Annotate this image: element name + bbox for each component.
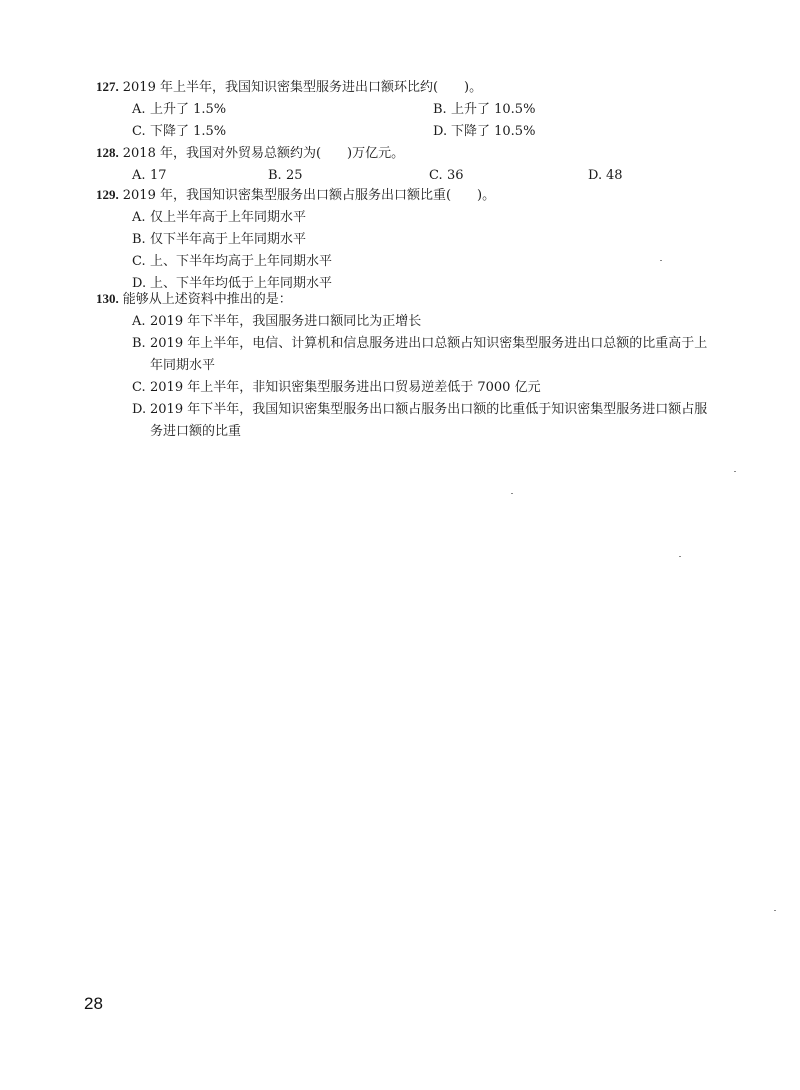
question-stem: 2018 年，我国对外贸易总额约为( )万亿元。 [122,146,405,161]
option-b[interactable] [132,333,720,377]
option-letter: D. [132,402,147,417]
option-letter: C. [132,124,146,139]
option-list [132,311,736,443]
question-stem: 2019 年上半年，我国知识密集型服务进出口额环比约( )。 [122,80,483,95]
option-letter: B. [268,168,282,183]
question-number: 129. [96,187,119,202]
option-b[interactable] [433,99,535,121]
question-number: 128. [96,145,119,160]
option-text: 2019 年下半年，我国知识密集型服务出口额占服务出口额的比重低于知识密集型服务进口额占服务进口额的比重 [150,402,708,439]
option-list [132,207,736,295]
question-stem-line [96,288,736,311]
option-text: 上升了 10.5% [451,102,536,117]
option-text: 上升了 1.5% [150,102,227,117]
question-130 [96,288,736,443]
option-letter: D. [132,276,147,291]
option-letter: D. [588,168,603,183]
option-d[interactable] [132,399,720,443]
option-text: 2019 年上半年，非知识密集型服务进出口贸易逆差低于 7000 亿元 [150,380,541,395]
option-c[interactable] [132,377,736,399]
option-d[interactable] [433,121,535,143]
option-row [96,99,736,121]
option-text: 仅下半年高于上年同期水平 [150,232,307,247]
option-letter: A. [132,168,146,183]
option-c[interactable] [132,121,226,143]
scan-speck [774,910,776,911]
page-number: 28 [84,994,103,1013]
option-letter: C. [132,380,146,395]
option-a[interactable] [132,99,226,121]
scan-speck [511,493,513,494]
question-127 [96,76,736,143]
option-text: 36 [447,168,464,183]
question-number: 127. [96,79,119,94]
question-stem-line [96,184,736,207]
scan-speck [660,260,662,261]
question-number: 130. [96,291,119,306]
option-text: 上、下半年均低于上年同期水平 [150,276,333,291]
option-text: 下降了 1.5% [150,124,227,139]
option-text: 上、下半年均高于上年同期水平 [150,254,333,269]
question-129 [96,184,736,295]
option-text: 17 [150,168,167,183]
option-letter: A. [132,314,146,329]
option-text: 2019 年上半年，电信、计算机和信息服务进出口总额占知识密集型服务进出口总额的比重高于上年同期水平 [150,336,708,373]
question-stem: 能够从上述资料中推出的是： [122,292,292,307]
option-letter: A. [132,210,146,225]
option-text: 仅上半年高于上年同期水平 [150,210,307,225]
option-letter: B. [132,336,146,351]
option-a[interactable] [132,311,736,333]
option-letter: A. [132,102,146,117]
scan-speck [679,556,681,557]
option-text: 25 [286,168,303,183]
option-text: 2019 年下半年，我国服务进口额同比为正增长 [150,314,422,329]
option-text: 下降了 10.5% [451,124,536,139]
option-b[interactable] [132,229,736,251]
option-c[interactable] [132,251,736,273]
option-letter: B. [433,102,447,117]
option-row [96,121,736,143]
scan-speck [734,471,736,472]
question-stem-line [96,142,736,165]
question-128 [96,142,736,187]
question-stem: 2019 年，我国知识密集型服务出口额占服务出口额比重( )。 [122,188,496,203]
option-text: 48 [606,168,623,183]
option-letter: C. [429,168,443,183]
option-letter: C. [132,254,146,269]
question-stem-line [96,76,736,99]
option-letter: D. [433,124,448,139]
option-a[interactable] [132,207,736,229]
option-letter: B. [132,232,146,247]
